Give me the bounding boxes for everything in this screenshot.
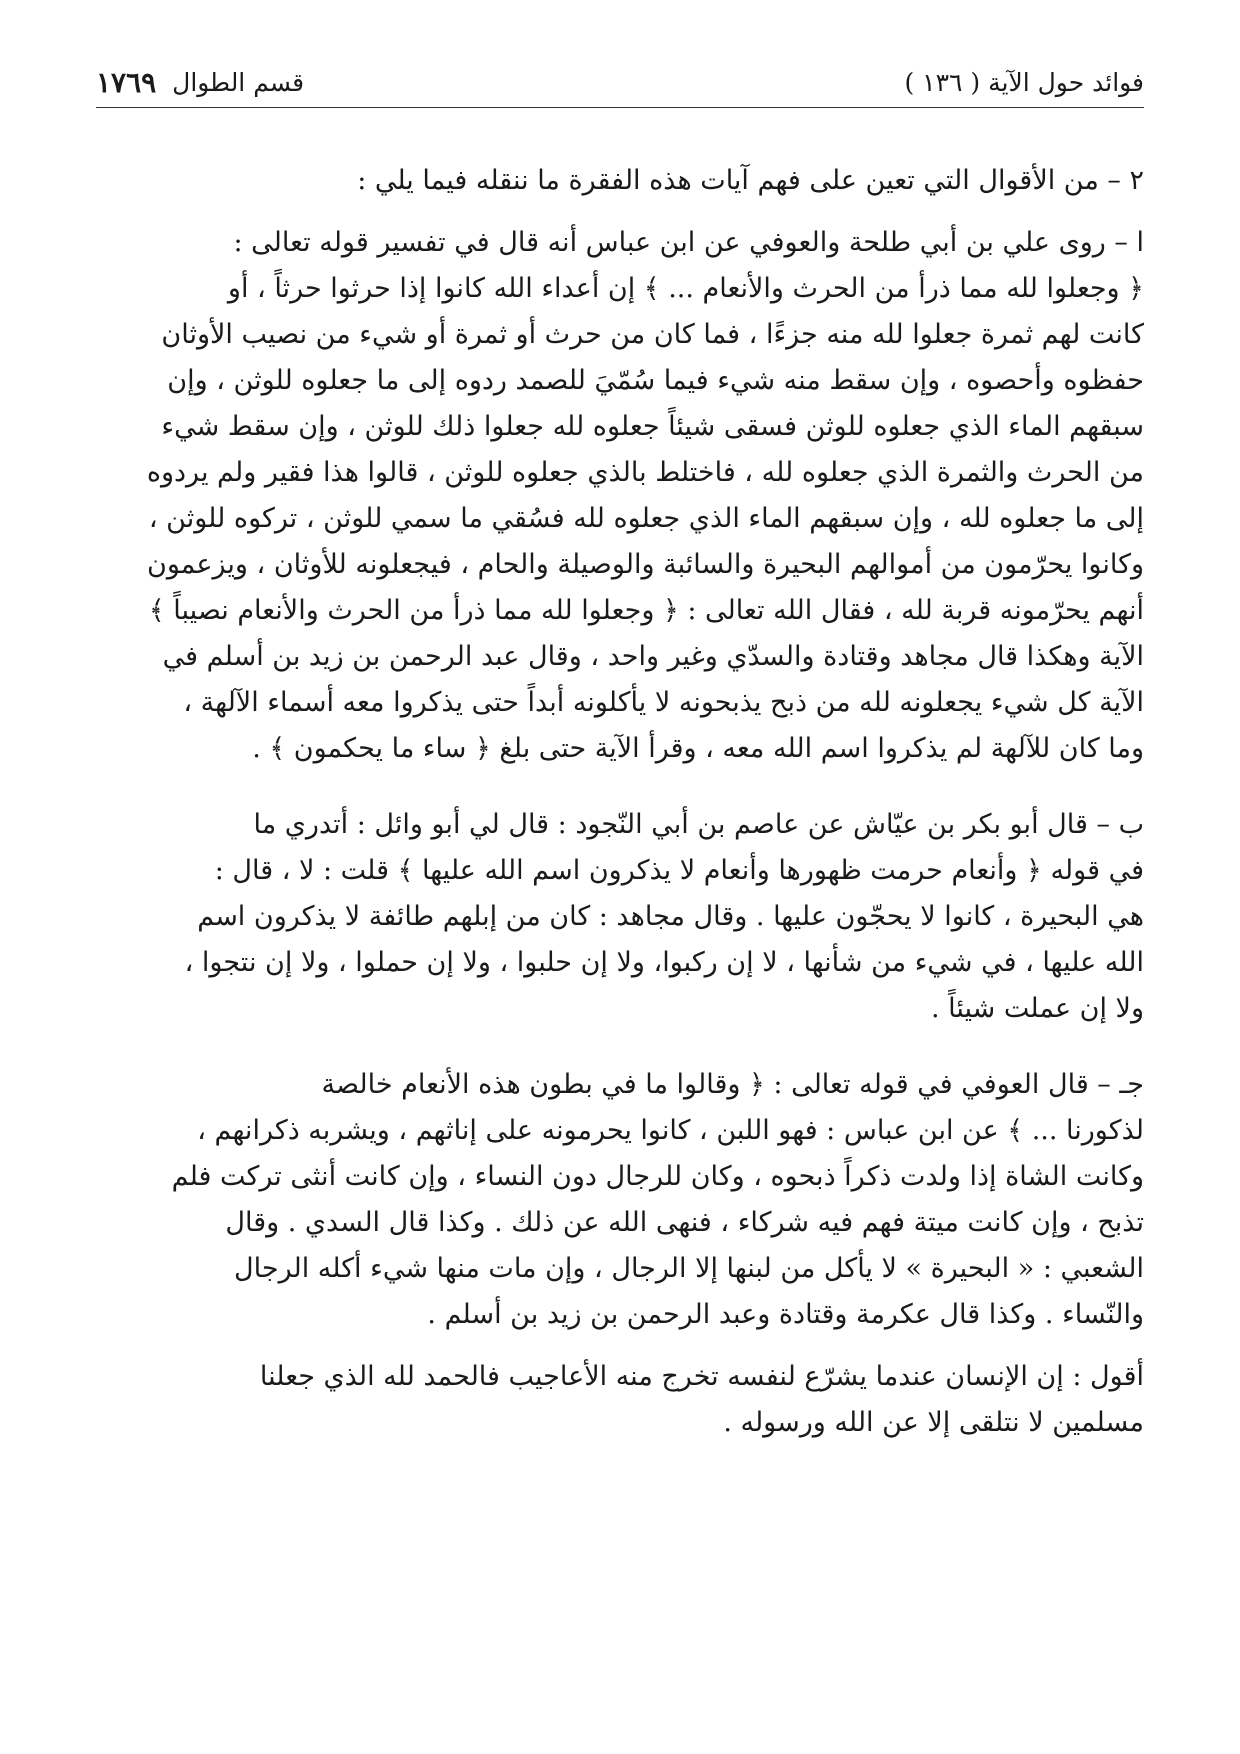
- paragraph-jim: [96, 1062, 1144, 1338]
- text-line: مسلمين لا نتلقى إلا عن الله ورسوله .: [723, 1407, 1144, 1438]
- text-line: تذبح ، وإن كانت ميتة فهم فيه شركاء ، فنهى الله عن ذلك . وكذا قال السدي . وقال: [225, 1207, 1144, 1238]
- text-line: وكانوا يحرّمون من أموالهم البحيرة والسائبة والوصيلة والحام ، فيجعلونه للأوثان ، ويزعمون: [147, 549, 1144, 580]
- text-line: ﴿ وجعلوا لله مما ذرأ من الحرث والأنعام ... ﴾ إن أعداء الله كانوا إذا حرثوا حرثاً ، أو: [227, 273, 1144, 304]
- text-line: سبقهم الماء الذي جعلوه للوثن فسقى شيئاً جعلوه لله جعلوا ذلك للوثن ، وإن سقط شيء: [161, 411, 1144, 442]
- text-line: في قوله ﴿ وأنعام حرمت ظهورها وأنعام لا يذكرون اسم الله عليها ﴾ قلت : لا ، قال :: [214, 855, 1144, 886]
- header-divider: [96, 107, 1144, 108]
- text-line: إلى ما جعلوه لله ، وإن سبقهم الماء الذي جعلوه لله فسُقي ما سمي للوثن ، تركوه للوثن ،: [148, 503, 1144, 534]
- intro-line: ٢ – من الأقوال التي تعين على فهم آيات هذه الفقرة ما ننقله فيما يلي :: [357, 165, 1144, 196]
- section-and-page: [96, 66, 304, 99]
- text-line: جـ – قال العوفي في قوله تعالى : ﴿ وقالوا ما في بطون هذه الأنعام خالصة: [321, 1069, 1144, 1100]
- text-line: كانت لهم ثمرة جعلوا لله منه جزءًا ، فما كان من حرث أو ثمرة أو شيء من نصيب الأوثان: [161, 319, 1144, 350]
- text-line: هي البحيرة ، كانوا لا يحجّون عليها . وقال مجاهد : كان من إبلهم طائفة لا يذكرون اسم: [197, 901, 1144, 932]
- text-line: من الحرث والثمرة الذي جعلوه لله ، فاختلط بالذي جعلوه للوثن ، قالوا هذا فقير ولم يردوه: [146, 457, 1144, 488]
- text-line: وما كان للآلهة لم يذكروا اسم الله معه ، وقرأ الآية حتى بلغ ﴿ ساء ما يحكمون ﴾ .: [252, 733, 1144, 764]
- text-line: الآية وهكذا قال مجاهد وقتادة والسدّي وغير واحد ، وقال عبد الرحمن بن زيد بن أسلم في: [162, 641, 1144, 672]
- paragraph-ba: [96, 802, 1144, 1032]
- page-header: [96, 62, 1144, 102]
- section-name: قسم الطوال: [172, 67, 305, 97]
- text-line: حفظوه وأحصوه ، وإن سقط منه شيء فيما سُمّيَ للصمد ردوه إلى ما جعلوه للوثن ، وإن: [167, 365, 1144, 396]
- text-line: ا – روى علي بن أبي طلحة والعوفي عن ابن عباس أنه قال في تفسير قوله تعالى :: [233, 227, 1144, 258]
- text-line: ب – قال أبو بكر بن عيّاش عن عاصم بن أبي النّجود : قال لي أبو وائل : أتدري ما: [253, 809, 1144, 840]
- intro-paragraph: [96, 158, 1144, 204]
- running-title: [904, 68, 1144, 97]
- running-title-text: فوائد حول الآية ( ١٣٦ ): [904, 67, 1144, 97]
- paragraph-aqool: [96, 1354, 1144, 1446]
- paragraph-alif: [96, 220, 1144, 772]
- text-line: الآية كل شيء يجعلونه لله من ذبح يذبحونه لا يأكلونه أبداً حتى يذكروا معه أسماء الآلهة ،: [183, 687, 1144, 718]
- text-line: لذكورنا ... ﴾ عن ابن عباس : فهو اللبن ، كانوا يحرمونه على إناثهم ، ويشربه ذكرانهم ،: [197, 1115, 1144, 1146]
- text-line: وكانت الشاة إذا ولدت ذكراً ذبحوه ، وكان للرجال دون النساء ، وإن كانت أنثى تركت فلم: [171, 1161, 1144, 1192]
- page-body: [96, 158, 1144, 1476]
- text-line: ولا إن عملت شيئاً .: [931, 993, 1144, 1024]
- text-line: أنهم يحرّمونه قربة لله ، فقال الله تعالى : ﴿ وجعلوا لله مما ذرأ من الحرث والأنعام نصيباً ﴾: [148, 595, 1144, 626]
- text-line: الشعبي : « البحيرة » لا يأكل من لبنها إلا الرجال ، وإن مات منها شيء أكله الرجال: [234, 1253, 1144, 1284]
- text-line: أقول : إن الإنسان عندما يشرّع لنفسه تخرج منه الأعاجيب فالحمد لله الذي جعلنا: [259, 1361, 1144, 1392]
- page-number: ١٧٦٩: [96, 65, 157, 99]
- text-line: والنّساء . وكذا قال عكرمة وقتادة وعبد الرحمن بن زيد بن أسلم .: [427, 1299, 1144, 1330]
- text-line: الله عليها ، في شيء من شأنها ، لا إن ركبوا، ولا إن حلبوا ، ولا إن حملوا ، ولا إن نتجوا ،: [184, 947, 1144, 978]
